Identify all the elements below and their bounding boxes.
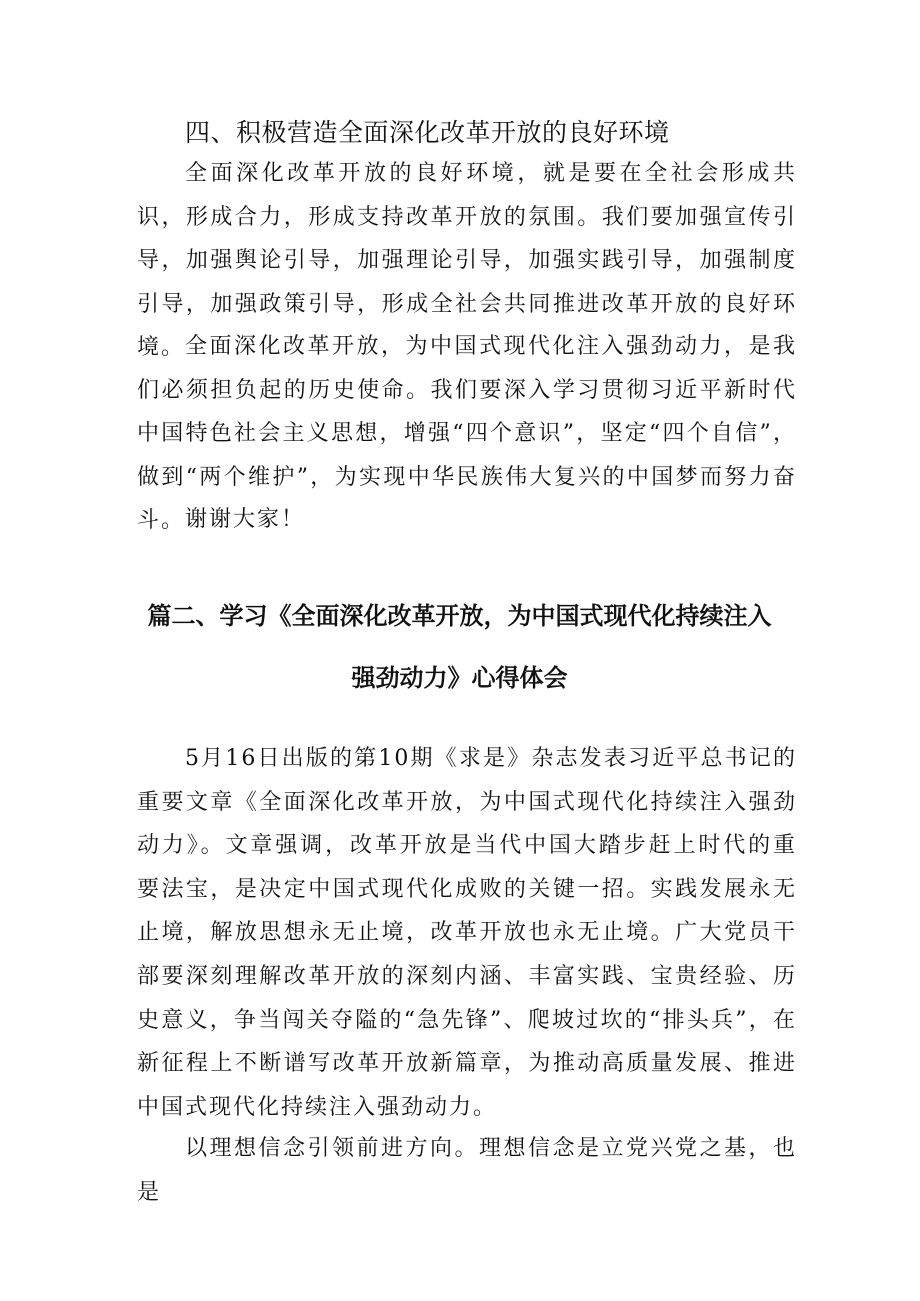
section-heading: 四、积极营造全面深化改革开放的良好环境 (185, 118, 670, 147)
body-paragraph: 全面深化改革开放的良好环境，就是要在全社会形成共识，形成合力，形成支持改革开放的氛围。我们要加强宣传引导，加强舆论引导，加强理论引导，加强实践引导，加强制度引导，加强政策引导，形成全社会共同推进改革开放的良好环境。 (137, 161, 797, 361)
body-paragraph: 5月16日出版的第10期《求是》杂志发表习近平总书记的重要文章《全面深化改革开放，为中国式现代化持续注入强劲动力》。文章强调，改革开放是当代中国大踏步赶上时代的重要法宝，是决定中国式现代化成败的关键一招。实践发展永无止境，解放思想永无止境，改革开放也永无止境。广大党员干部要深刻理解改革开放的深刻内涵、丰富实践、宝贵经验、历史意义，争当闯关夺隘的“急先锋”、爬坡过坎的“排头兵”，在新征程上不断谱写改革开放新篇章，为推动高质量发展、推进中国式现代化持续注入强劲动力。 (137, 746, 797, 1120)
body-paragraph: 全面深化改革开放，为中国式现代化注入强劲动力，是我们必须担负起的历史使命。我们要深入学习贯彻习近平新时代中国特色社会主义思想，增强“四个意识”，坚定“四个自信”，做到“两个维护”，为实现中华民族伟大复兴的中国梦而努力奋斗。 (137, 334, 797, 534)
closing-paragraph: 谢谢大家！ (185, 507, 306, 532)
article-title: 篇二、学习《全面深化改革开放，为中国式现代化持续注入强劲动力》心得体会 (147, 602, 772, 692)
body-paragraph: 以理想信念引领前进方向。理想信念是立党兴党之基，也是 (137, 1136, 797, 1205)
